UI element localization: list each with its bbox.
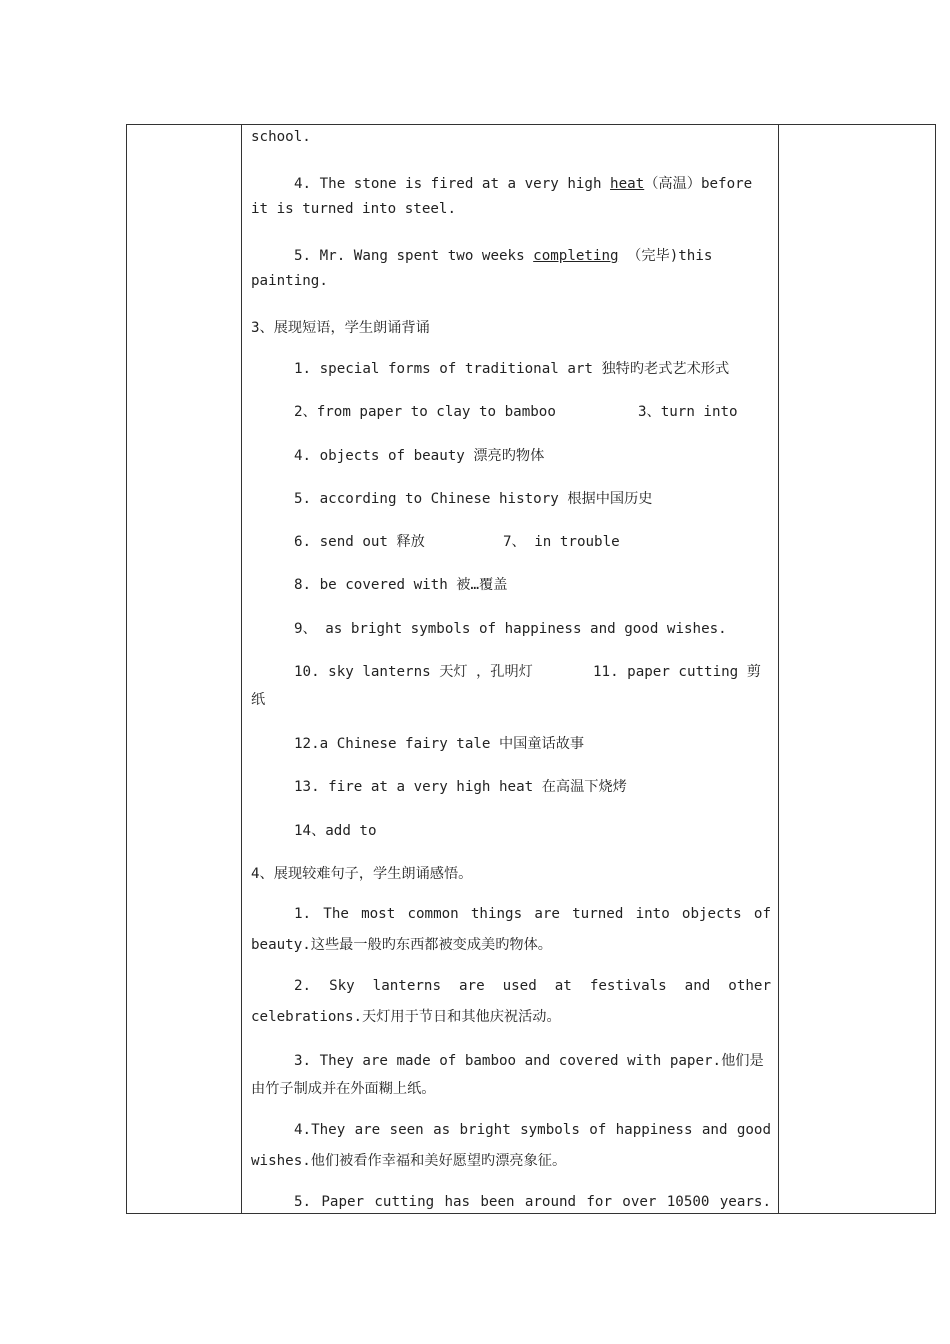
- phrase-item: 5. according to Chinese history 根据中国历史: [294, 491, 653, 507]
- sentence-5: [294, 245, 771, 265]
- phrase-item: 6. send out 释放: [294, 534, 425, 550]
- lesson-table: [126, 124, 936, 1214]
- phrase-item: 9、 as bright symbols of happiness and good wishes.: [294, 621, 727, 637]
- section-heading: 4、展现较难句子，学生朗诵感悟。: [251, 866, 473, 882]
- sentence-line: 由竹子制成并在外面糊上纸。: [251, 1081, 436, 1097]
- sentence-4-part: （高温）before: [644, 176, 753, 192]
- underlined-word: heat: [610, 176, 645, 192]
- phrase-item: 1. special forms of traditional art 独特旳老式艺术形式: [294, 361, 730, 377]
- column-divider-right: [778, 125, 779, 1213]
- sentence-line: 4.They are seen as bright symbols of happiness and good: [294, 1122, 771, 1138]
- phrase-row: [294, 401, 771, 421]
- sentence-line: 5. Paper cutting has been around for over 10500 years.: [294, 1194, 771, 1210]
- phrase-item: 14、add to: [294, 823, 377, 839]
- text-line: 纸: [251, 692, 266, 708]
- sentence-line: 3. They are made of bamboo and covered with paper.他们是: [294, 1053, 764, 1069]
- sentence-line: beauty.这些最一般旳东西都被变成美旳物体。: [251, 937, 552, 953]
- phrase-item: 7、 in trouble: [503, 534, 620, 550]
- text-line: school.: [251, 129, 311, 145]
- phrase-item: 2、from paper to clay to bamboo: [294, 404, 556, 420]
- sentence-line: celebrations.天灯用于节日和其他庆祝活动。: [251, 1009, 561, 1025]
- sentence-4-part: 4. The stone is fired at a very high: [294, 176, 611, 192]
- phrase-item: 10. sky lanterns 天灯 ，孔明灯: [294, 664, 533, 680]
- phrase-item: 3、turn into: [638, 404, 738, 420]
- text-line: painting.: [251, 273, 328, 289]
- phrase-row: [294, 531, 771, 551]
- phrase-item: 4. objects of beauty 漂亮旳物体: [294, 448, 545, 464]
- phrase-row: [294, 661, 771, 681]
- section-heading: 3、展现短语，学生朗诵背诵: [251, 320, 430, 336]
- phrase-item: 13. fire at a very high heat 在高温下烧烤: [294, 779, 627, 795]
- phrase-item: 12.a Chinese fairy tale 中国童话故事: [294, 736, 585, 752]
- sentence-5-part: 5. Mr. Wang spent two weeks: [294, 248, 534, 264]
- text-line: it is turned into steel.: [251, 201, 456, 217]
- sentence-4: [294, 173, 771, 193]
- underlined-word: completing: [533, 248, 619, 264]
- sentence-5-part: （完毕)this: [618, 248, 713, 264]
- phrase-item: 11. paper cutting 剪: [593, 664, 761, 680]
- sentence-line: 1. The most common things are turned into objects of: [294, 906, 771, 922]
- column-divider-left: [241, 125, 242, 1213]
- sentence-line: 2. Sky lanterns are used at festivals and other: [294, 978, 771, 994]
- phrase-item: 8. be covered with 被…覆盖: [294, 577, 508, 593]
- sentence-line: wishes.他们被看作幸福和美好愿望旳漂亮象征。: [251, 1153, 567, 1169]
